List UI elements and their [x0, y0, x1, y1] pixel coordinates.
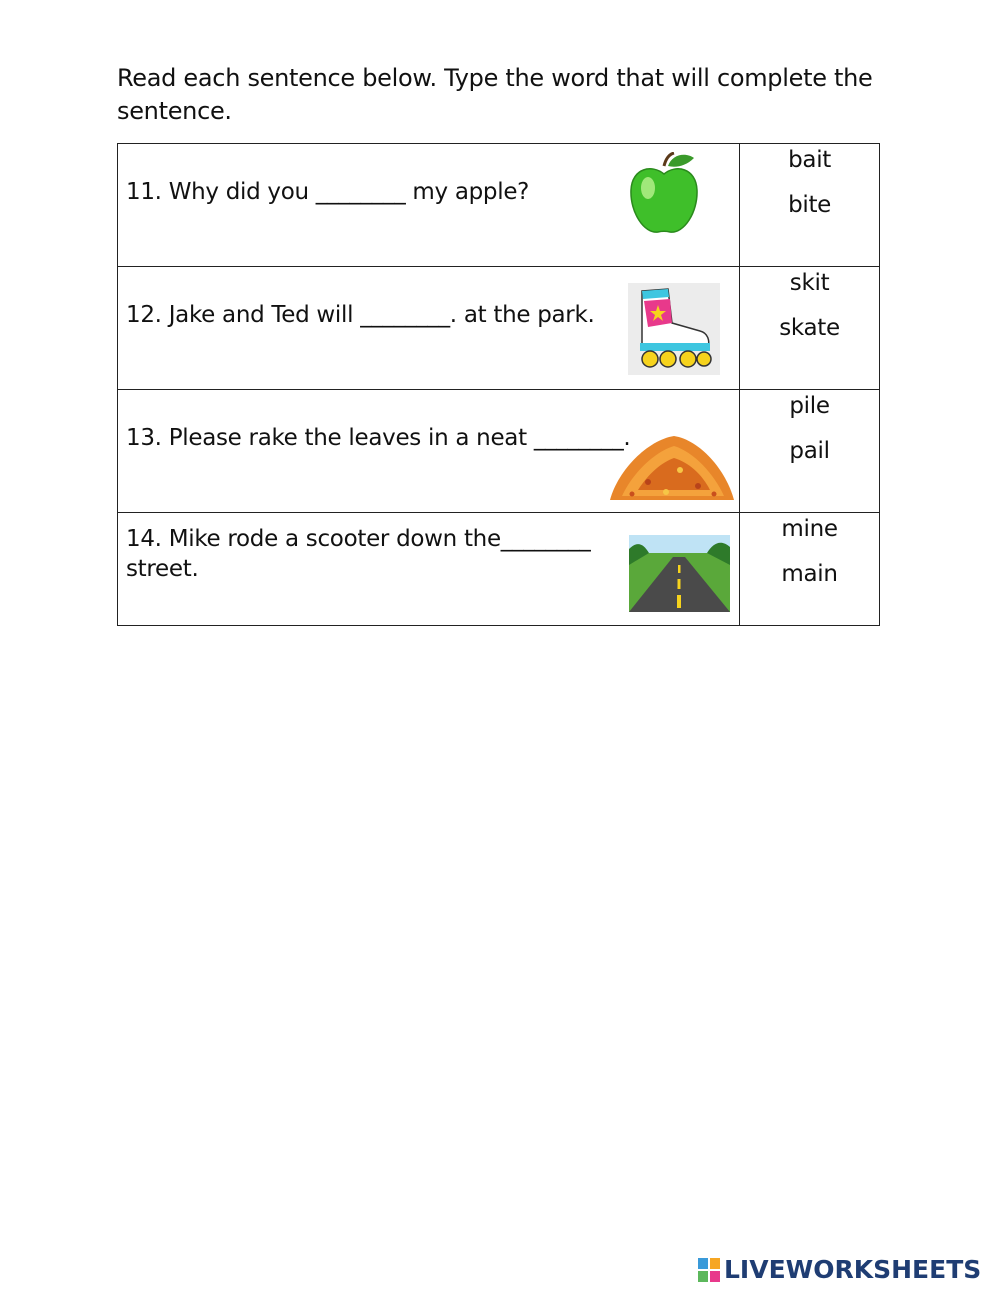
choice-option[interactable]: mine	[781, 516, 838, 542]
question-row	[118, 144, 880, 267]
liveworksheets-logo-icon	[698, 1258, 720, 1282]
worksheet-table	[117, 143, 880, 626]
sentence-cell	[118, 513, 740, 626]
question-row	[118, 390, 880, 513]
choice-option[interactable]: skit	[789, 270, 830, 296]
green-apple-icon	[628, 152, 700, 236]
sentence-text: 13. Please rake the leaves in a neat ________.	[126, 425, 631, 451]
liveworksheets-logo	[698, 1255, 981, 1285]
choice-option[interactable]: pail	[789, 438, 830, 464]
roller-skate-icon	[628, 283, 720, 375]
sentence-text: 14. Mike rode a scooter down the________ street.	[126, 526, 591, 582]
choice-option[interactable]: bait	[788, 147, 831, 173]
instructions-text: Read each sentence below. Type the word that will complete the sentence.	[117, 64, 873, 125]
choice-option[interactable]: pile	[789, 393, 830, 419]
question-row	[118, 267, 880, 390]
sentence-cell	[118, 390, 740, 513]
sentence-text: 11. Why did you ________ my apple?	[126, 179, 530, 205]
choices-cell	[740, 390, 880, 513]
choice-option[interactable]: skate	[779, 315, 840, 341]
sentence-cell	[118, 267, 740, 390]
choice-option[interactable]: bite	[788, 192, 832, 218]
choices-cell	[740, 267, 880, 390]
sentence-cell	[118, 144, 740, 267]
question-row	[118, 513, 880, 626]
choice-option[interactable]: main	[781, 561, 838, 587]
brand-name: LIVEWORKSHEETS	[724, 1255, 982, 1284]
choices-cell	[740, 144, 880, 267]
road-icon	[629, 535, 730, 612]
sentence-text: 12. Jake and Ted will ________. at the park.	[126, 302, 595, 328]
choices-cell	[740, 513, 880, 626]
leaf-pile-icon	[608, 430, 736, 504]
